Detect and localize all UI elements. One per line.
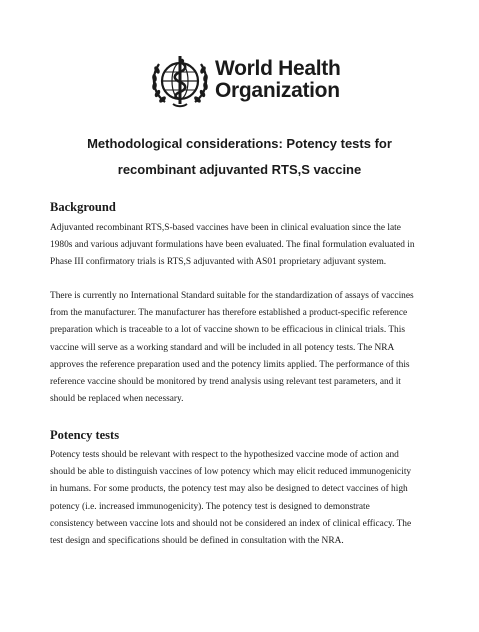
text-line: in humans. For some products, the potency test may also be designed to detect vaccines of high — [50, 484, 408, 495]
text-line: reference vaccine should be monitored by trend analysis using relevant test parameters, and it — [50, 377, 401, 388]
who-emblem-icon — [149, 50, 211, 110]
text-line: should be able to distinguish vaccines of low potency which may elicit reduced immunogenicity — [50, 467, 412, 478]
text-line: from the manufacturer. The manufacturer has therefore established a product-specific reference — [50, 308, 408, 319]
section-heading-background: Background — [50, 200, 116, 214]
text-line: Potency tests should be relevant with respect to the hypothesized vaccine mode of action and — [50, 450, 399, 460]
text-line: Phase III confirmatory trials is RTS,S adjuvanted with AS01 proprietary adjuvant system. — [50, 257, 387, 268]
section-heading-potency-tests: Potency tests — [50, 428, 120, 442]
text-line: test design and specifications should be defined in consultation with the NRA. — [50, 536, 344, 547]
logo-line-1: World Health — [215, 57, 341, 80]
text-line: approves the reference preparation used and the potency limits applied. The performance of this — [50, 359, 410, 370]
text-line: vaccine will serve as a working standard and will be included in all potency tests. The NRA — [50, 342, 395, 353]
text-line: preparation which is traceable to a lot of vaccine shown to be efficacious in clinical trials. This — [50, 325, 405, 336]
who-logo-text — [215, 58, 341, 102]
document-title-line-1: Methodological considerations: Potency tests for — [87, 136, 392, 151]
text-line: potency (i.e. increased immunogenicity). The potency test is designed to demonstrate — [50, 501, 370, 512]
text-line: There is currently no International Standard suitable for the standardization of assays of vaccines — [50, 291, 414, 301]
potency-tests-paragraph — [50, 447, 442, 550]
who-logo — [149, 50, 339, 110]
text-line: Adjuvanted recombinant RTS,S-based vaccines have been in clinical evaluation since the late — [50, 223, 401, 233]
background-paragraph-2 — [50, 288, 442, 408]
text-line: 1980s and various adjuvant formulations have been evaluated. The final formulation evaluated in — [50, 240, 415, 251]
text-line: should be replaced when necessary. — [50, 394, 184, 405]
text-line: consistency between vaccine lots and should not be considered an index of clinical efficacy. The — [50, 518, 412, 529]
background-paragraph-1 — [50, 220, 442, 272]
document-title-line-2: recombinant adjuvanted RTS,S vaccine — [117, 162, 362, 177]
logo-line-2: Organization — [215, 79, 340, 102]
